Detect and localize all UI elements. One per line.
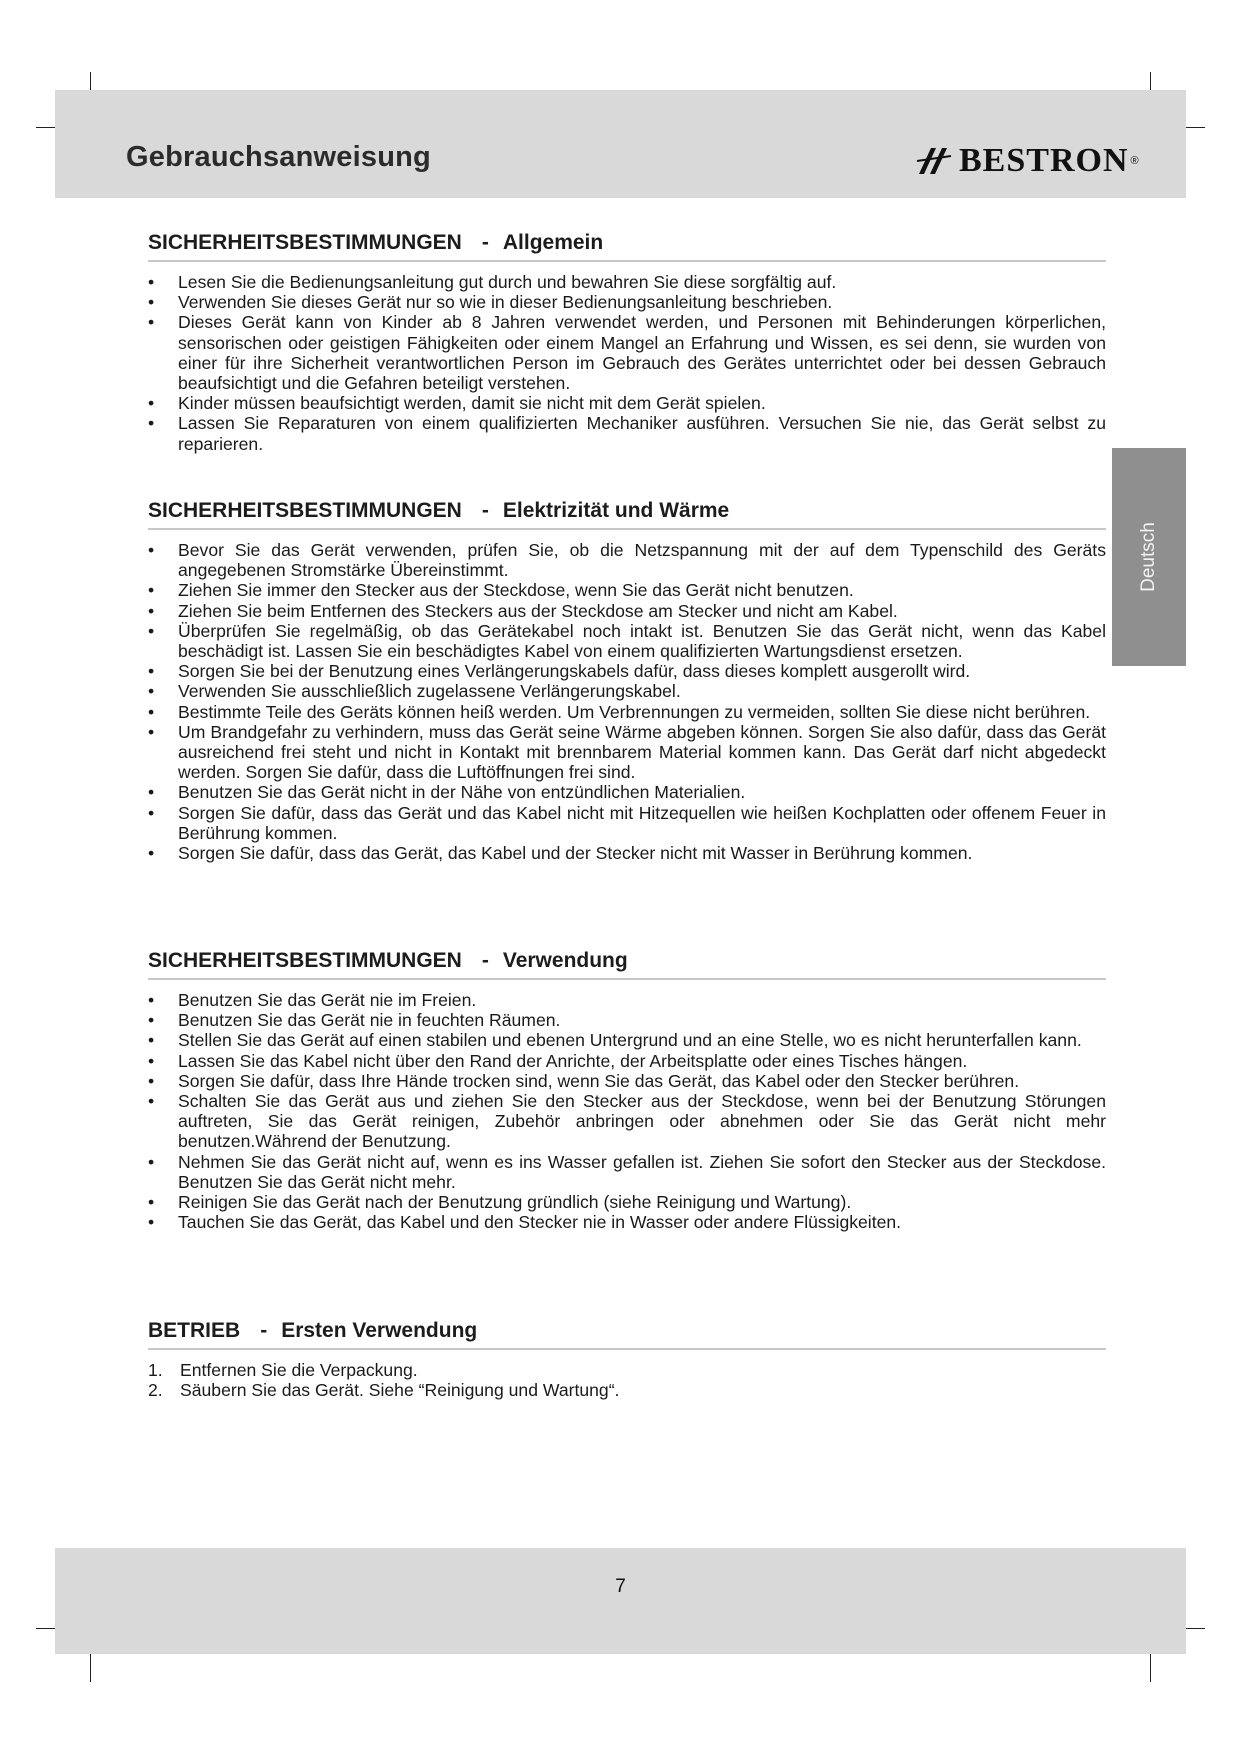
- brand-name: BESTRON: [959, 142, 1129, 179]
- double-chevron-icon: [915, 144, 953, 178]
- footer-band: [55, 1548, 1186, 1654]
- bullet-list: [148, 272, 1106, 454]
- section-title: SICHERHEITSBESTIMMUNGEN: [148, 499, 462, 522]
- section-subtitle: Verwendung: [502, 949, 628, 972]
- list-item: • Bestimmte Teile des Geräts können heiß werden. Um Verbrennungen zu vermeiden, sollten Sie diese nicht berühren.: [148, 701, 1091, 722]
- list-item: • Um Brandgefahr zu verhindern, muss das Gerät seine Wärme abgeben können. Sorgen Sie also dafür, dass das Gerät ausreichend frei steht und nicht in Kontakt mit brennbarem Material kommen kann. Das Gerät darf nicht abgedeckt werden. Sorgen Sie dafür, dass die Luftöffnungen frei sind.: [148, 721, 1106, 783]
- list-item: • Sorgen Sie dafür, dass das Gerät und das Kabel nicht mit Hitzequellen wie heißen Kochplatten oder offenem Feuer in Berührung kommen.: [148, 802, 1106, 843]
- page-title: Gebrauchsanweisung: [126, 141, 431, 173]
- list-item: • Reinigen Sie das Gerät nach der Benutzung gründlich (siehe Reinigung und Wartung).: [148, 1192, 852, 1213]
- list-item: • Benutzen Sie das Gerät nie im Freien.: [148, 990, 477, 1010]
- list-item: • Dieses Gerät kann von Kinder ab 8 Jahren verwendet werden, und Personen mit Behinderungen körperlichen, sensorischen oder geistigen Fähigkeiten oder einem Mangel an Erfahrung und Wissen, es sei denn, sie wurden von einer für ihre Sicherheit verantwortlichen Person im Gebrauch des Gerätes unterrichtet oder bei dessen Gebrauch beaufsichtigt und die Gefahren beteiligt verstehen.: [148, 312, 1106, 394]
- list-item: • Benutzen Sie das Gerät nie in feuchten Räumen.: [148, 1010, 561, 1031]
- list-item: • Lassen Sie Reparaturen von einem qualifizierten Mechaniker ausführen. Versuchen Sie nie, das Gerät selbst zu reparieren.: [148, 413, 1106, 454]
- list-item: • Sorgen Sie dafür, dass das Gerät, das Kabel und der Stecker nicht mit Wasser in Berührung kommen.: [148, 843, 973, 864]
- section-elektrizitaet: [148, 496, 1106, 863]
- language-tab: [1112, 448, 1186, 666]
- section-betrieb: [148, 1316, 1106, 1400]
- list-item: • Sorgen Sie bei der Benutzung eines Verlängerungskabels dafür, dass dieses komplett ausgerollt wird.: [148, 661, 971, 682]
- section-subtitle: Ersten Verwendung: [281, 1319, 478, 1342]
- list-item: • Verwenden Sie ausschließlich zugelassene Verlängerungskabel.: [148, 681, 681, 702]
- section-heading: BETRIEB - Ersten Verwendung: [148, 1316, 1106, 1350]
- list-item: 2. Säubern Sie das Gerät. Siehe “Reinigung und Wartung“.: [148, 1380, 620, 1401]
- section-title: SICHERHEITSBESTIMMUNGEN: [148, 949, 462, 972]
- list-item: • Stellen Sie das Gerät auf einen stabilen und ebenen Untergrund und an eine Stelle, wo es nicht herunterfallen kann.: [148, 1030, 1082, 1051]
- list-item: • Kinder müssen beaufsichtigt werden, damit sie nicht mit dem Gerät spielen.: [148, 393, 766, 414]
- list-item: • Bevor Sie das Gerät verwenden, prüfen Sie, ob die Netzspannung mit der auf dem Typenschild des Geräts angegebenen Stromstärke Übereinstimmt.: [148, 540, 1106, 581]
- registered-mark: ®: [1130, 155, 1139, 167]
- section-title: BETRIEB: [148, 1319, 241, 1342]
- list-item: • Benutzen Sie das Gerät nicht in der Nähe von entzündlichen Materialien.: [148, 782, 746, 803]
- section-allgemein: [148, 228, 1106, 454]
- section-subtitle: Elektrizität und Wärme: [502, 499, 730, 522]
- section-heading: SICHERHEITSBESTIMMUNGEN - Elektrizität und Wärme: [148, 496, 1106, 530]
- language-tab-label: Deutsch: [1137, 522, 1159, 592]
- section-title: SICHERHEITSBESTIMMUNGEN: [148, 231, 462, 254]
- list-item: • Lesen Sie die Bedienungsanleitung gut durch und bewahren Sie diese sorgfältig auf.: [148, 272, 837, 292]
- list-item: 1. Entfernen Sie die Verpackung.: [148, 1360, 418, 1380]
- numbered-list: [148, 1360, 1106, 1400]
- list-item: • Schalten Sie das Gerät aus und ziehen Sie den Stecker aus der Steckdose, wenn bei der Benutzung Störungen auftreten, Sie das Gerät reinigen, Zubehör anbringen oder abnehmen oder Sie das Gerät nicht mehr benutzen.Während der Benutzung.: [148, 1091, 1106, 1152]
- page-number: 7: [615, 1576, 626, 1597]
- list-item: • Ziehen Sie beim Entfernen des Steckers aus der Steckdose am Stecker und nicht am Kabel.: [148, 600, 898, 621]
- bullet-list: [148, 540, 1106, 863]
- section-subtitle: Allgemein: [502, 231, 604, 254]
- list-item: • Lassen Sie das Kabel nicht über den Rand der Anrichte, der Arbeitsplatte oder eines Tisches hängen.: [148, 1050, 968, 1071]
- list-item: • Verwenden Sie dieses Gerät nur so wie in dieser Bedienungsanleitung beschrieben.: [148, 292, 833, 313]
- list-item: • Tauchen Sie das Gerät, das Kabel und den Stecker nie in Wasser oder andere Flüssigkeiten.: [148, 1212, 902, 1233]
- list-item: • Nehmen Sie das Gerät nicht auf, wenn es ins Wasser gefallen ist. Ziehen Sie sofort den Stecker aus der Steckdose. Benutzen Sie das Gerät nicht mehr.: [148, 1151, 1106, 1192]
- brand-logo: [915, 136, 1139, 186]
- section-verwendung: [148, 946, 1106, 1232]
- list-item: • Ziehen Sie immer den Stecker aus der Steckdose, wenn Sie das Gerät nicht benutzen.: [148, 580, 854, 601]
- section-heading: SICHERHEITSBESTIMMUNGEN - Verwendung: [148, 946, 1106, 980]
- section-heading: SICHERHEITSBESTIMMUNGEN - Allgemein: [148, 228, 1106, 262]
- list-item: • Sorgen Sie dafür, dass Ihre Hände trocken sind, wenn Sie das Gerät, das Kabel oder den Stecker berühren.: [148, 1070, 1020, 1091]
- list-item: • Überprüfen Sie regelmäßig, ob das Gerätekabel noch intakt ist. Benutzen Sie das Gerät nicht, wenn das Kabel beschädigt ist. Lassen Sie ein beschädigtes Kabel von einem qualifizierten Wartungsdienst ersetzen.: [148, 620, 1106, 662]
- bullet-list: [148, 990, 1106, 1232]
